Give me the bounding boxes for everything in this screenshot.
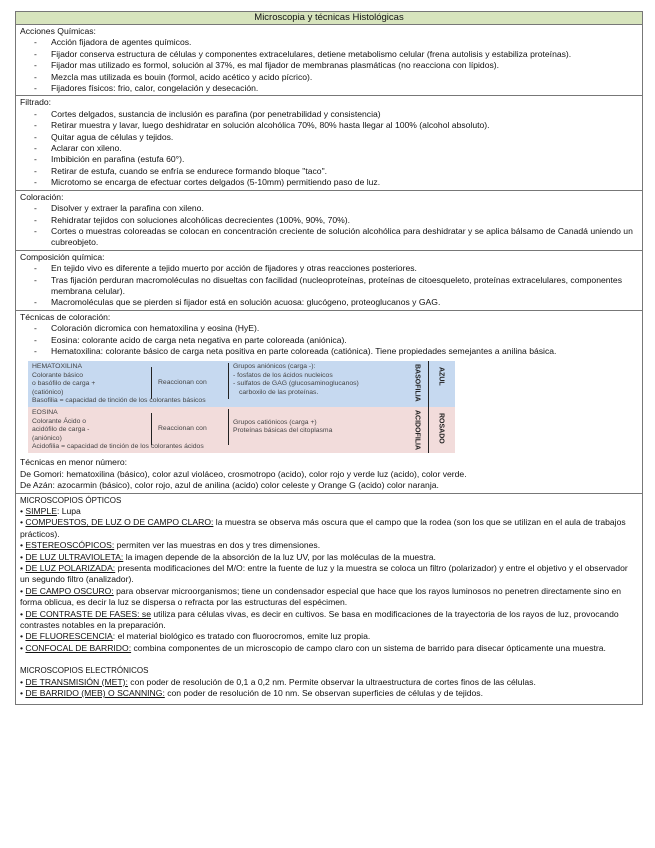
microscope-term: DE BARRIDO (MEB) O SCANNING: <box>25 688 165 699</box>
microscope-term: DE CONTRASTE DE FASES: se <box>25 608 151 619</box>
microscope-term: DE TRANSMISIÓN (MET): <box>25 676 128 687</box>
stain-footnote: Acidofilia = capacidad de tinción de los colorantes ácidos <box>32 442 204 450</box>
section-heading: MICROSCOPIOS ELECTRÓNICOS <box>20 666 149 676</box>
stain-desc: o basófilo de carga + <box>32 380 96 388</box>
list-item: - Acción fijadora de agentes químicos. <box>20 37 638 48</box>
microscope-desc: con poder de resolución de 0,1 a 0,2 nm. Permite observar la ultraestructura de cortes finos de las células. <box>127 676 536 687</box>
list-item: - Cortes o muestras coloreadas se colocan en concentración creciente de solución alcohólica para deshidratar y se aplica bálsamo de Canadá uniendo un cubreobjeto. <box>20 226 638 249</box>
microscope-item: • SIMPLE: Lupa <box>20 506 81 516</box>
list-item: - Fijador conserva estructura de células y componentes extracelulares, detiene metabolismo celular (frena autolisis y estabiliza proteínas). <box>20 49 638 60</box>
section-tecnicas <box>16 311 642 494</box>
eosina-row <box>28 407 455 453</box>
microscope-desc: : el material biológico es tratado con fluorocromos, emite luz propia. <box>112 631 371 642</box>
list-item: - Aclarar con xileno. <box>20 143 638 154</box>
affinity-label: ACIDOFILIA <box>413 410 421 451</box>
hematoxilina-row <box>28 361 455 407</box>
page-title: Microscopia y técnicas Histológicas <box>16 12 642 25</box>
list-item: - Imbibición en parafina (estufa 60°). <box>20 154 638 165</box>
microscope-term: DE FLUORESCENCIA <box>25 631 113 642</box>
stain-footnote: Basofilia = capacidad de tinción de los colorantes básicos <box>32 396 206 404</box>
text-line: De Azán: azocarmin (básico), color rojo, azul de anilina (acido) color celeste y Orange G (acido) color naranja. <box>20 480 439 491</box>
microscope-item: • COMPUESTOS, DE LUZ O DE CAMPO CLARO: la muestra se observa más oscura que el campo que la rodea (son los que se utilizan en el aula de trabajos prácticos). <box>20 517 626 539</box>
groups-line: - sulfatos de GAG (glucosaminoglucanos) <box>233 380 359 388</box>
section-microscopios <box>16 494 642 704</box>
text-line: De Gomori: hematoxilina (básico), color azul violáceo, crosmotropo (acido), color rojo y verde luz (acido), color verde. <box>20 468 467 479</box>
stain-desc: Colorante básico <box>32 371 84 379</box>
list-item: - Hematoxilina: colorante básico de carga neta positiva en parte coloreada (catiónica). Tiene propiedades semejantes a anilina básica. <box>20 346 638 357</box>
groups-line: Grupos aniónicos (carga -): <box>233 363 316 371</box>
microscope-item: • DE BARRIDO (MEB) O SCANNING: con poder de resolución de 10 nm. Se observan superficies de células y de tejidos. <box>20 688 483 699</box>
section-acciones <box>16 25 642 96</box>
list-item: - Rehidratar tejidos con soluciones alcohólicas decrecientes (100%, 90%, 70%). <box>20 215 638 226</box>
list-item: - Retirar de estufa, cuando se enfría se endurece formando bloque "taco". <box>20 166 638 177</box>
divider <box>428 361 429 407</box>
list-item: - Cortes delgados, sustancia de inclusión es parafina (por penetrabilidad y consistencia) <box>20 109 638 120</box>
microscope-term: DE LUZ ULTRAVIOLETA: <box>25 551 124 562</box>
microscope-desc: la imagen depende de la absorción de la luz UV, por las moléculas de la muestra. <box>123 551 436 562</box>
list-item: - Macromoléculas que se pierden si fijador está en solución acuosa: glucógeno, proteoglucanos y GAG. <box>20 297 638 308</box>
microscope-desc: para observar microorganismos; tiene un condensador especial que hace que los rayos luminosos no penetren directamente sino en forma oblicua, es decir la luz se dispersa o refracta por las estructuras del espécimen. <box>20 585 622 608</box>
microscope-term: ESTEREOSCÓPICOS: <box>25 540 115 551</box>
stain-name: EOSINA <box>32 409 58 417</box>
microscope-desc: : Lupa <box>56 506 81 516</box>
groups-line: - fosfatos de los ácidos nucleicos <box>233 371 333 379</box>
list-item: - En tejido vivo es diferente a tejido muerto por acción de fijadores y otras reacciones posteriores. <box>20 263 638 274</box>
microscope-item: • DE CONTRASTE DE FASES: se utiliza para células vivas, es decir en cultivos. Se basa en modificaciones de la trayectoria de los rayos de luz, provocando contrastes notables en la preparación. <box>20 608 619 631</box>
list-item: - Mezcla mas utilizada es bouin (formol, acido acético y acido pícrico). <box>20 72 638 83</box>
microscope-item: • ESTEREOSCÓPICOS: permiten ver las muestras en dos y tres dimensiones. <box>20 540 321 551</box>
list-item: - Tras fijación perduran macromoléculas no disueltas con facilidad (nucleoproteínas, proteínas de citoesqueleto, proteínas extracelulares, componentes membrana celular). <box>20 275 638 298</box>
section-heading: Coloración: <box>20 191 64 202</box>
microscope-term: DE CAMPO OSCURO: <box>25 585 114 596</box>
groups-line: carboxilo de las proteínas. <box>239 388 319 396</box>
section-coloracion <box>16 191 642 251</box>
section-heading: Técnicas en menor número: <box>20 457 127 468</box>
microscope-term: SIMPLE <box>25 506 57 516</box>
list-item: - Microtomo se encarga de efectuar cortes delgados (5-10mm) permitiendo paso de luz. <box>20 177 638 188</box>
microscope-item: • DE LUZ ULTRAVIOLETA: la imagen depende de la absorción de la luz UV, por las moléculas de la muestra. <box>20 551 436 562</box>
groups-line: Grupos catiónicos (carga +) <box>233 418 317 426</box>
list-item: - Disolver y extraer la parafina con xileno. <box>20 203 638 214</box>
microscope-term: CONFOCAL DE BARRIDO: <box>25 642 132 653</box>
microscope-desc: combina componentes de un microscopio de campo claro con un sistema de barrido para disecar ópticamente una muestra. <box>131 642 606 653</box>
stain-desc: acidófilo de carga - <box>32 426 90 434</box>
list-item: - Fijadores físicos: frio, calor, congelación y desecación. <box>20 83 638 94</box>
microscope-desc: presenta modificaciones del M/O: entre la fuente de luz y la muestra se coloca un filtro (polarizador) y entre el objetivo y el observador un segundo filtro (analizador). <box>20 563 628 585</box>
section-heading: Composición química: <box>20 251 105 262</box>
color-label: ROSADO <box>437 413 445 445</box>
section-heading: Técnicas de coloración: <box>20 311 111 322</box>
stain-desc: (catiónico) <box>32 388 64 396</box>
section-heading: MICROSCOPIOS ÓPTICOS <box>20 495 122 505</box>
stain-desc: Colorante Ácido o <box>32 417 87 425</box>
reacts-label: Reaccionan con <box>151 413 218 445</box>
section-heading: Acciones Químicas: <box>20 26 96 36</box>
section-heading: Filtrado: <box>20 97 52 108</box>
list-item: - Retirar muestra y lavar, luego deshidratar en solución alcohólica 70%, 80% hasta llegar al 100% (alcohol absoluto). <box>20 120 638 131</box>
stain-name: HEMATOXILINA <box>32 363 82 371</box>
microscope-item: • DE FLUORESCENCIA: el material biológico es tratado con fluorocromos, emite luz propia. <box>20 631 371 642</box>
section-filtrado <box>16 96 642 190</box>
microscope-desc: la muestra se observa más oscura que el campo que la rodea (son los que se utilizan en el aula de trabajos prácticos). <box>20 517 626 539</box>
list-item: - Eosina: colorante acido de carga neta negativa en parte coloreada (aniónica). <box>20 335 638 346</box>
list-item: - Coloración dicromica con hematoxilina y eosina (HyE). <box>20 323 638 334</box>
divider <box>428 407 429 453</box>
microscope-term: DE LUZ POLARIZADA: <box>25 563 116 574</box>
microscope-desc: con poder de resolución de 10 nm. Se observan superficies de células y de tejidos. <box>164 688 483 699</box>
microscope-item: • DE LUZ POLARIZADA: presenta modificaciones del M/O: entre la fuente de luz y la muestra se coloca un filtro (polarizador) y entre el objetivo y el observador un segundo filtro (analizador). <box>20 563 628 585</box>
microscope-desc: utiliza para células vivas, es decir en cultivos. Se basa en modificaciones de la trayectoria de los rayos de luz, provocando contrastes notables en la preparación. <box>20 608 619 631</box>
microscope-item: • CONFOCAL DE BARRIDO: combina componentes de un microscopio de campo claro con un sistema de barrido para disecar ópticamente una muestra. <box>20 642 606 653</box>
stain-desc: (aniónico) <box>32 434 62 442</box>
list-item: - Fijador mas utilizado es formol, solución al 37%, es mal fijador de membranas plasmáticas (no reacciona con lípidos). <box>20 60 638 71</box>
color-label: AZUL <box>437 367 445 387</box>
microscope-item: • DE TRANSMISIÓN (MET): con poder de resolución de 0,1 a 0,2 nm. Permite observar la ultraestructura de cortes finos de las células. <box>20 676 536 687</box>
reacts-label: Reaccionan con <box>151 367 218 399</box>
microscope-item: • DE CAMPO OSCURO: para observar microorganismos; tiene un condensador especial que hace que los rayos luminosos no penetren directamente sino en forma oblicua, es decir la luz se dispersa o refracta por las estructuras del espécimen. <box>20 585 622 608</box>
affinity-label: BASOFILIA <box>413 364 421 403</box>
microscope-term: COMPUESTOS, DE LUZ O DE CAMPO CLARO: <box>25 517 214 528</box>
document-table <box>15 11 643 705</box>
list-item: - Quitar agua de células y tejidos. <box>20 132 638 143</box>
stain-comparison-table <box>28 361 455 453</box>
groups-line: Proteínas básicas del citoplasma <box>233 427 333 435</box>
section-composicion <box>16 251 642 311</box>
microscope-desc: permiten ver las muestras en dos y tres dimensiones. <box>114 540 321 551</box>
